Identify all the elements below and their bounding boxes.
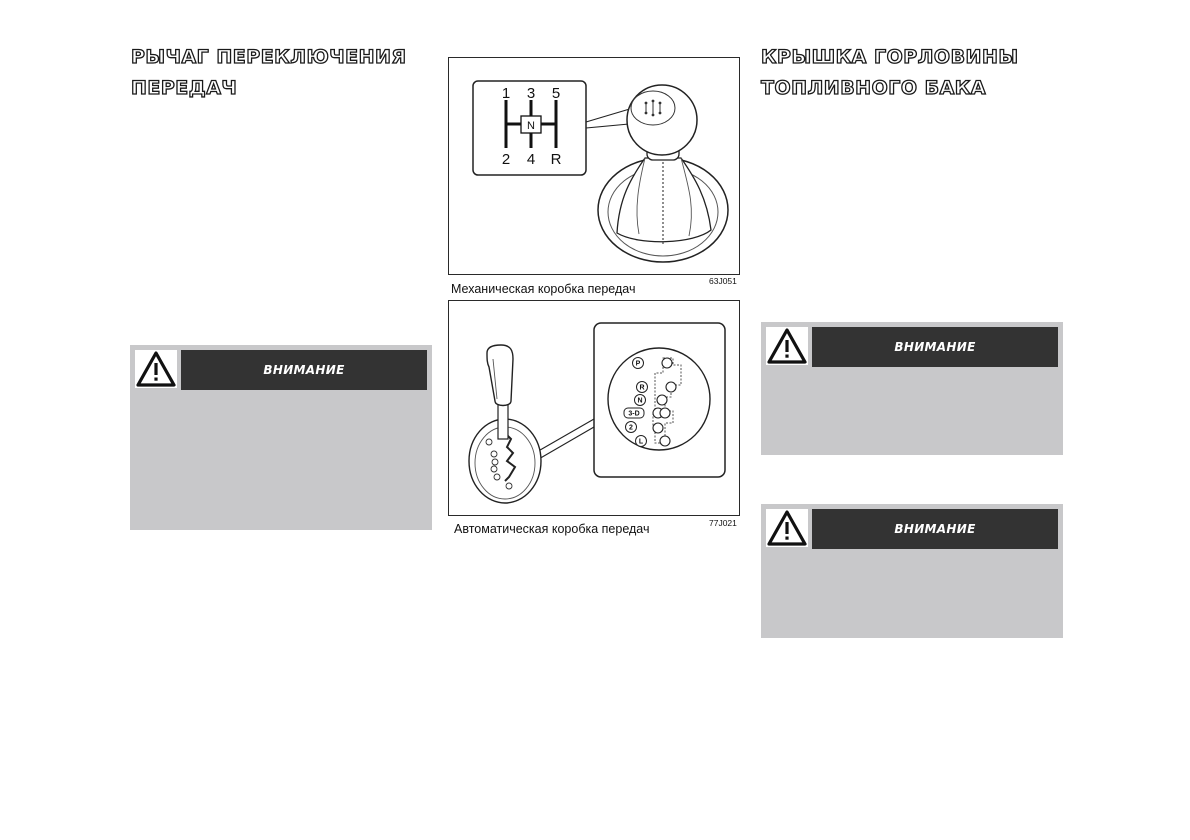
automatic-figure-code: 77J021 <box>709 518 737 528</box>
position-2-label: 2 <box>629 424 633 432</box>
warning-triangle-icon <box>766 509 808 547</box>
shift-lever-heading-line1: РЫЧАГ ПЕРЕКЛЮЧЕНИЯ <box>131 46 407 68</box>
gear-5-label: 5 <box>551 85 561 102</box>
warning-title-bar: ВНИМАНИЕ <box>181 350 427 390</box>
manual-figure-code: 63J051 <box>709 276 737 286</box>
fuel-cap-heading-line1: КРЫШКА ГОРЛОВИНЫ <box>761 46 1019 68</box>
position-l-label: L <box>638 438 644 446</box>
position-3d-label: 3-D <box>628 410 640 418</box>
gear-4-label: 4 <box>526 151 536 168</box>
fuel-cap-warning-box-2 <box>761 504 1063 638</box>
manual-shift-illustration <box>449 58 739 274</box>
shift-lever-warning-box <box>130 345 432 530</box>
position-n-label: N <box>637 397 643 405</box>
manual-transmission-figure <box>448 57 740 275</box>
gear-3-label: 3 <box>526 85 536 102</box>
warning-title-bar: ВНИМАНИЕ <box>812 509 1058 549</box>
position-p-label: P <box>635 360 641 368</box>
warning-title-bar: ВНИМАНИЕ <box>812 327 1058 367</box>
neutral-label: N <box>527 120 535 132</box>
gear-r-label: R <box>550 151 562 168</box>
shift-lever-heading-line2: ПЕРЕДАЧ <box>131 77 238 99</box>
shift-lever-heading <box>131 42 407 104</box>
fuel-cap-heading-line2: ТОПЛИВНОГО БАКА <box>761 77 987 99</box>
fuel-cap-heading <box>761 42 1019 104</box>
manual-figure-caption: Механическая коробка передач <box>451 282 636 296</box>
automatic-shift-illustration <box>449 301 739 515</box>
fuel-cap-warning-box-1 <box>761 322 1063 455</box>
position-r-label: R <box>639 384 645 392</box>
warning-triangle-icon <box>135 350 177 388</box>
gear-1-label: 1 <box>501 85 511 102</box>
gear-2-label: 2 <box>501 151 511 168</box>
automatic-transmission-figure <box>448 300 740 516</box>
warning-triangle-icon <box>766 327 808 365</box>
automatic-figure-caption: Автоматическая коробка передач <box>454 522 650 536</box>
